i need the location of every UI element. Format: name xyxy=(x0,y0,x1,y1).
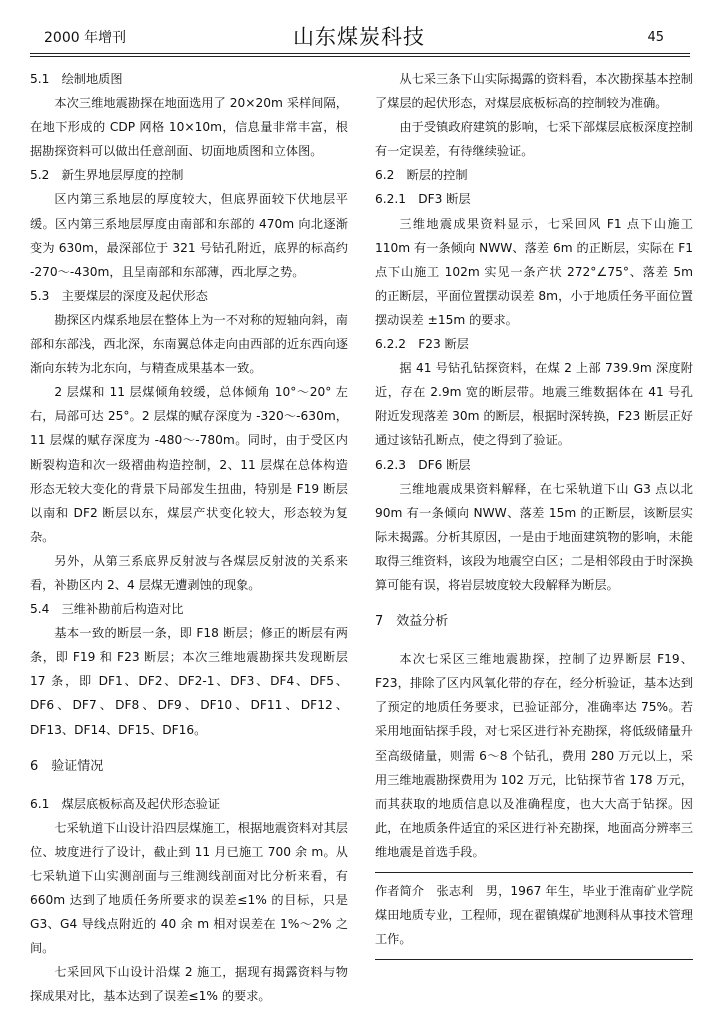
section-heading: 5.2 新生界地层厚度的控制 xyxy=(30,168,184,183)
right-column xyxy=(375,67,693,960)
paragraph: 本次三维地震勘探在地面选用了 20×20m 采样间隔，在地下形成的 CDP 网格 10×10m，信息量非常丰富，根据勘探资料可以做出任意剖面、切面地质图和立体图。 xyxy=(30,96,348,159)
issue-label: 2000 年增刊 xyxy=(44,30,127,46)
page-number: 45 xyxy=(647,30,664,45)
paragraph: 由于受镇政府建筑的影响，七采下部煤层底板深度控制有一定误差，有待继续验证。 xyxy=(375,120,693,159)
section-heading: 6.2.1 DF3 断层 xyxy=(375,192,471,207)
paragraph: 勘探区内煤系地层在整体上为一不对称的短轴向斜，南部和东部浅，西北深，东南翼总体走向由西部的近东西向逐渐向东转为北东向，与精查成果基本一致。 xyxy=(30,312,348,376)
paragraph: 从七采三条下山实际揭露的资料看，本次勘探基本控制了煤层的起伏形态，对煤层底板标高的控制较为准确。 xyxy=(375,72,693,111)
left-column xyxy=(30,67,348,1009)
section-heading: 7 效益分析 xyxy=(375,614,449,630)
paragraph: 另外，从第三系底界反射波与各煤层反射波的关系来看，补勘区内 2、4 层煤无遭剥蚀的现象。 xyxy=(30,553,348,592)
section-heading: 6.2.2 F23 断层 xyxy=(375,337,469,352)
section-heading: 5.1 绘制地质图 xyxy=(30,72,123,86)
header-rule-bottom xyxy=(30,56,690,57)
paragraph: 基本一致的断层一条，即 F18 断层；修正的断层有两条，即 F19 和 F23 断层；本次三维地震勘探共发现断层 17 条，即 DF1、DF2、DF2-1、DF3、DF4、DF5、DF6、DF7、DF8、DF9、DF10、DF11、DF12、DF13、DF14、DF15、DF16。 xyxy=(30,626,348,737)
section-heading: 5.4 三维补勘前后构造对比 xyxy=(30,602,184,617)
paragraph: 本次七采区三维地震勘探，控制了边界断层 F19、F23，排除了区内风氧化带的存在，经分析验证，基本达到了预定的地质任务要求，已验证部分，准确率达 75%。若采用地面钻探手段，对七采区进行补充勘探，将低级储量升至高级储量，则需 6～8 个钻孔，费用 280 万元以上，采用三维地震勘探费用为 102 万元，比钻探节省 178 万元，而其获取的地质信息以及准确程度，也大大高于钻探。因此，在地质条件适宜的采区进行补充勘探，地面高分辨率三维地震是首选手段。 xyxy=(375,652,693,859)
paragraph: 三维地震成果资料解释，在七采轨道下山 G3 点以北 90m 有一条倾向 NWW、落差 15m 的正断层，该断层实际未揭露。分析其原因，一是由于地面建筑物的影响，未能取得三维资料，该段为地震空白区；二是相邻段由于时深换算可能有误，将岩层坡度较大段解释为断层。 xyxy=(375,481,693,592)
section-heading: 6.1 煤层底板标高及起伏形态验证 xyxy=(30,796,221,811)
section-heading: 5.3 主要煤层的深度及起伏形态 xyxy=(30,288,208,303)
section-heading: 6.2.3 DF6 断层 xyxy=(375,457,471,472)
author-rule-bottom xyxy=(375,959,693,960)
paragraph: 据 41 号钻孔钻探资料，在煤 2 上部 739.9m 深度附近，存在 2.9m 宽的断层带。地震三维数据体在 41 号孔附近发现落差 30m 的断层，根据时深转换，F23 断层正好通过该钻孔断点，使之得到了验证。 xyxy=(375,361,693,448)
paragraph: 三维地震成果资料显示，七采回风 F1 点下山施工 110m 有一条倾向 NWW、落差 6m 的正断层，实际在 F1 点下山施工 102m 实见一条产状 272°∠75°、落差 5m 的正断层，平面位置摆动误差 8m，小于地质任务平面位置摆动误差 ±15m 的要求。 xyxy=(375,216,693,327)
paragraph: 区内第三系地层的厚度较大，但底界面较下伏地层平缓。区内第三系地层厚度由南部和东部的 470m 向北逐渐变为 630m，最深部位于 321 号钻孔附近，底界的标高约 -270～-430m，且呈南部和东部薄，西北厚之势。 xyxy=(30,192,348,279)
paragraph: 2 层煤和 11 层煤倾角较缓，总体倾角 10°～20° 左右，局部可达 25°。2 层煤的赋存深度为 -320～-630m，11 层煤的赋存深度为 -480～-780m。同时，由于受区内断裂构造和次一级褶曲构造控制，2、11 层煤在总体构造形态无较大变化的背景下局部发生扭曲，特别是 F19 断层以南和 DF2 断层以东，煤层产状变化较大，形态较为复杂。 xyxy=(30,385,348,544)
journal-title: 山东煤炭科技 xyxy=(293,25,425,49)
section-heading: 6.2 断层的控制 xyxy=(375,168,468,183)
header-rule-top xyxy=(30,53,690,54)
paragraph: 七采轨道下山设计沿四层煤施工，根据地震资料对其层位、坡度进行了设计，截止到 11 月已施工 700 余 m。从七采轨道下山实测剖面与三维测线剖面对比分析来看，有 660m 达到了地质任务所要求的误差≤1% 的目标，只是 G3、G4 导线点附近的 40 余 m 相对误差在 1%～2% 之间。 xyxy=(30,820,348,956)
author-bio: 作者简介 张志利 男，1967 年生，毕业于淮南矿业学院煤田地质专业，工程师，现在翟镇煤矿地测科从事技术管理工作。 xyxy=(375,884,693,947)
paragraph: 七采回风下山设计沿煤 2 施工，据现有揭露资料与物探成果对比，基本达到了误差≤1% 的要求。 xyxy=(30,965,348,1004)
author-rule-top xyxy=(375,872,693,873)
page-header xyxy=(0,0,718,60)
section-heading: 6 验证情况 xyxy=(30,758,104,774)
